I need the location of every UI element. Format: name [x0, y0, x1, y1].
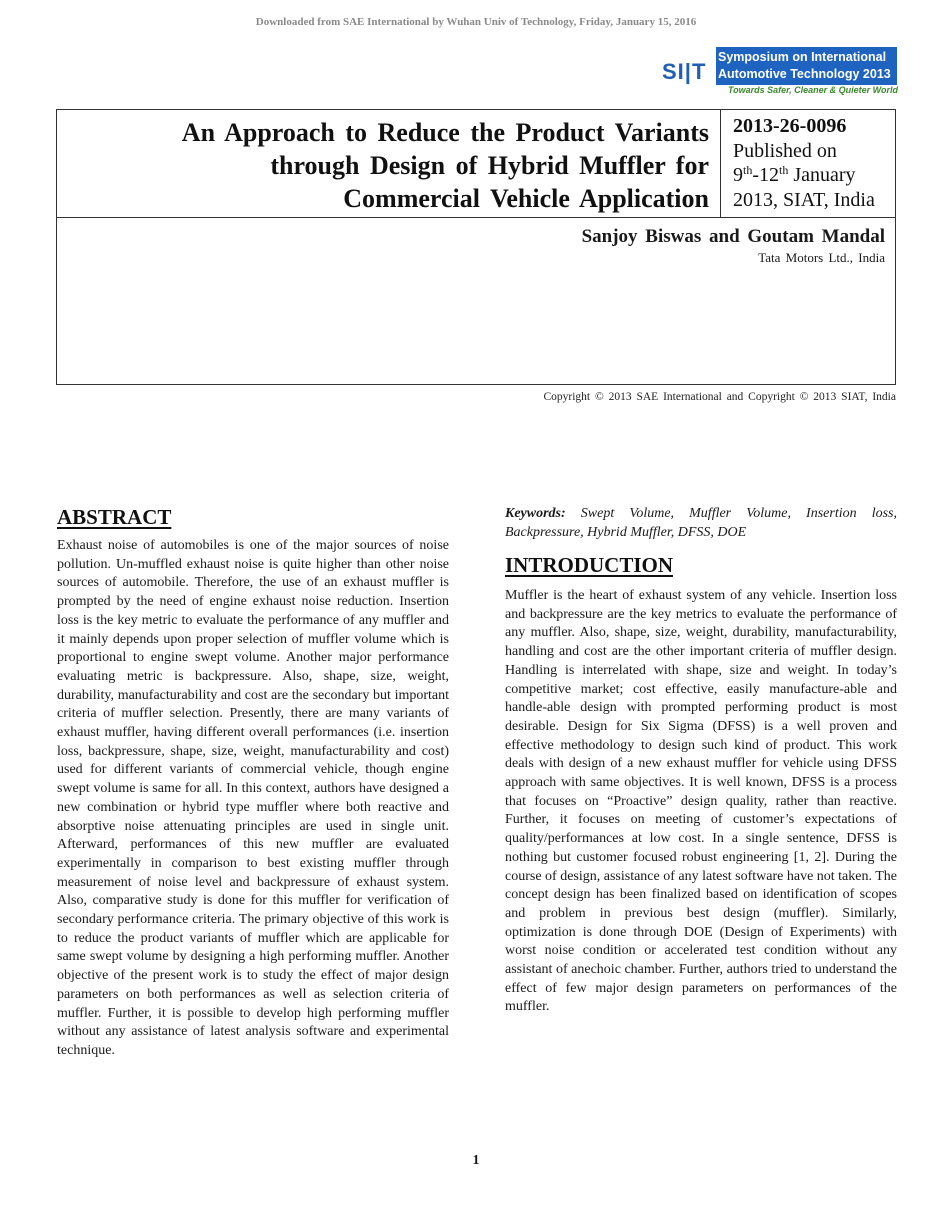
introduction-heading: INTRODUCTION: [505, 553, 674, 577]
frame-divider-horizontal: [57, 217, 895, 218]
keywords-text: Swept Volume, Muffler Volume, Insertion loss, Backpressure, Hybrid Muffler, DFSS, DOE: [505, 506, 897, 540]
download-note: Downloaded from SAE International by Wuhan Univ of Technology, Friday, January 15, 2016: [255, 16, 697, 28]
paper-title: [77, 116, 709, 215]
symposium-logo: [662, 47, 898, 99]
keywords: [505, 505, 897, 542]
title-line: An Approach to Reduce the Product Variants: [181, 118, 709, 147]
publication-date: [733, 163, 893, 188]
symposium-tagline: Towards Safer, Cleaner & Quieter World: [727, 85, 898, 95]
date-separator: -12: [752, 164, 780, 186]
date-ordinal: th: [779, 163, 789, 177]
affiliation: Tata Motors Ltd., India: [758, 250, 885, 265]
introduction-text: Muffler is the heart of exhaust system of any vehicle. Insertion loss and backpressure are the key metrics to evaluate the performance of any muffler. Also, shape, size, weight, durability, manufacturability, handling and cost are the other important criteria of muffler design. Handling is interrelated with shape, size and weight. In today’s competitive market; cost effective, easily manufacture-able and handle-able design with prompted performing product is most desirable. Design for Six Sigma (DFSS) is a well proven and effective methodology to design such kind of product. This work deals with design of a new exhaust muffler for vehicle using DFSS approach with same objectives. It is well known, DFSS is a process that focuses on “Proactive” design quality, rather than reactive. Further, it focuses on meeting of customer’s expectations of quality/performances at low cost. In a single sentence, DFSS is nothing but customer focused robust engineering [1, 2]. During the course of design, assistance of any latest software have not taken. The concept design has been finalized based on identification of scopes and problem in previous best design (muffler). Similarly, optimization is done through DOE (Design of Experiments) with worst noise condition or accelerated test condition without any assistant of anechoic chamber. Further, authors tried to understand the effect of few major design parameters on performances of the muffler.: [505, 588, 897, 1015]
paper-id: 2013-26-0096: [733, 115, 847, 137]
year-venue: 2013, SIAT, India: [733, 188, 875, 211]
page-number: 1: [472, 1153, 480, 1168]
date-month: January: [788, 164, 856, 186]
authors: Sanjoy Biswas and Goutam Mandal: [581, 226, 885, 247]
copyright-notice: Copyright © 2013 SAE International and Copyright © 2013 SIAT, India: [543, 391, 896, 403]
date-day-start: 9: [733, 164, 743, 186]
symposium-name-box: [716, 47, 897, 85]
keywords-label: Keywords:: [505, 506, 566, 521]
published-on: Published on: [733, 139, 837, 162]
frame-divider-vertical: [720, 110, 721, 217]
title-line: Commercial Vehicle Application: [343, 184, 709, 213]
paper-meta: [733, 114, 893, 212]
siat-logo-mark: SI|T: [662, 59, 707, 84]
title-frame: [56, 109, 896, 385]
symposium-name-line2: Automotive Technology 2013: [718, 67, 891, 81]
title-line: through Design of Hybrid Muffler for: [270, 151, 709, 180]
symposium-name-line1: Symposium on International: [718, 50, 887, 64]
abstract-text: Exhaust noise of automobiles is one of the major sources of noise pollution. Un-muffled exhaust noise is quite higher than other noise sources of automobile. Therefore, the use of an exhaust muffler is prompted by the need of engine exhaust noise reduction. Insertion loss is the key metric to evaluate the performance of any muffler and it mainly depends upon proper selection of muffler volume which is proportional to engine swept volume. Another major performance evaluating metric is backpressure. Also, shape, size, weight, durability, manufacturability and cost are the secondary but important criteria of muffler selection. Presently, there are many variants of exhaust muffler, having different overall performances (i.e. insertion loss, backpressure, shape, size, weight, manufacturability and cost) used for different variants of commercial vehicle, though engine swept volume is same for all. In this context, authors have designed a new combination or hybrid type muffler where both reactive and absorptive noise attenuating principles are used in single unit. Afterward, performances of this new muffler are evaluated experimentally in comparison to best existing muffler through measurement of noise level and backpressure of exhaust system. Also, comparative study is done for this muffler for verification of secondary performance criteria. The primary objective of this work is to reduce the product variants of muffler which are applicable for same swept volume by designing a high performing muffler. Another objective of the present work is to study the effect of major design parameters on both performances as well as selection criteria of muffler. Further, it is possible to develop high performing muffler without any assistance of latest analysis software and experimental technique.: [57, 538, 449, 1058]
date-ordinal: th: [743, 163, 753, 177]
abstract-heading: ABSTRACT: [57, 505, 172, 529]
